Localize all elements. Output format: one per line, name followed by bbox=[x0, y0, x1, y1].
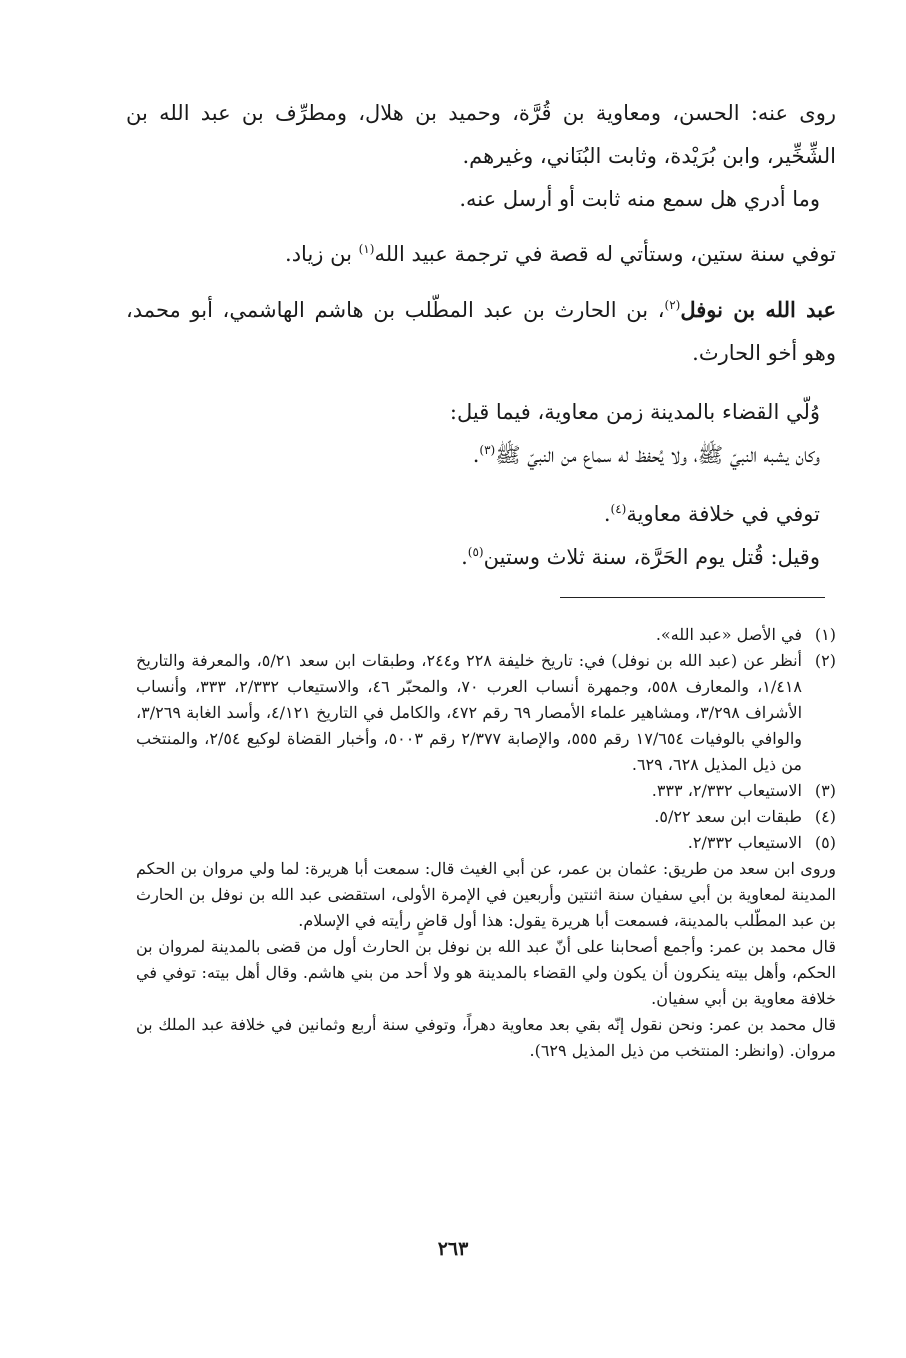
footnote-3 bbox=[136, 778, 836, 804]
footnote-text: في الأصل «عبد الله». bbox=[655, 625, 802, 644]
entry-name: عبد الله بن نوفل bbox=[680, 297, 836, 322]
footnote-number: (٤) bbox=[814, 807, 836, 826]
paragraph-harra: وقيل: قُتل يوم الحَرَّة، سنة ثلاث وستين$^{(٥)}$. bbox=[461, 545, 820, 569]
paragraph-death-2: توفي في خلافة معاوية$^{(٤)}$. bbox=[603, 502, 820, 526]
footnote-2 bbox=[136, 648, 836, 778]
footnote-marker: (٣) bbox=[479, 443, 496, 457]
footnote-number: (٥) bbox=[814, 833, 836, 852]
footnote-5 bbox=[136, 830, 836, 856]
footnote-number: (١) bbox=[814, 625, 836, 644]
footnote-1 bbox=[136, 622, 836, 648]
main-text bbox=[126, 92, 836, 579]
paragraph-doubt: وما أدري هل سمع منه ثابت أو أرسل عنه. bbox=[459, 187, 820, 211]
paragraph-judiciary: وُلّي القضاء بالمدينة زمن معاوية، فيما قيل: bbox=[449, 400, 820, 424]
footnote-number: (٢) bbox=[814, 651, 836, 670]
footnote-continuation: قال محمد بن عمر: وأجمع أصحابنا على أنّ عبد الله بن نوفل بن الحارث أول من قضى بالمدينة لمروان بن الحكم، وأهل بيته ينكرون أن يكون ولي القضاء بالمدينة هو ولا أحد من بني هاشم. وقال أهل بيته: توفي في خلافة معاوية بن أبي سفيان. bbox=[136, 937, 836, 1008]
footnote-marker: (١) bbox=[358, 242, 375, 256]
paragraph-death-1: توفي سنة ستين، وستأتي له قصة في ترجمة عبيد الله$^{(١)}$ بن زياد. bbox=[285, 242, 836, 266]
footnote-text: أنظر عن (عبد الله بن نوفل) في: تاريخ خليفة ٢٢٨ و٢٤٤، وطبقات ابن سعد ٥/٢١، والمعرفة والتاريخ ١/٤١٨، والمعارف ٥٥٨، وجمهرة أنساب العرب ٧٠، والمحبّر ٤٦، والاستيعاب ٢/٣٣٢، ٣٣٣، وأنساب الأشراف ٣/٢٩٨، ومشاهير علماء الأمصار ٦٩ رقم ٤٧٢، والكامل في التاريخ ٤/١٢١، وأسد الغابة ٣/٢٦٩، والوافي بالوفيات ١٧/٦٥٤ رقم ٥٥٥، والإصابة ٢/٣٧٧ رقم ٥٠٠٣، وأخبار القضاة لوكيع ٢/٥٤، والمنتخب من ذيل المذيل ٦٢٨، ٦٢٩. bbox=[136, 651, 803, 774]
footnote-continuation: وروى ابن سعد من طريق: عثمان بن عمر، عن أبي الغيث قال: سمعت أبا هريرة: لما ولي مروان بن الحكم المدينة لمعاوية بن أبي سفيان سنة اثنتين وأربعين في الإمرة الأولى، استقضى عبد الله بن نوفل بن الحارث بن عبد المطّلب بالمدينة، فسمعت أبا هريرة يقول: هذا أول قاضٍ رأيته في الإسلام. bbox=[136, 859, 836, 930]
footnote-text: الاستيعاب ٢/٣٣٢، ٣٣٣. bbox=[651, 781, 802, 800]
footnote-marker: (٢) bbox=[664, 298, 681, 312]
footnote-number: (٣) bbox=[814, 781, 836, 800]
page-number: ٢٦٣ bbox=[437, 1238, 469, 1260]
paragraph-resemblance: وكان يشبه النبيّ ﷺ، ولا يُحفظ له سماع من النبيّ ﷺ$^{(٣)}$. bbox=[472, 443, 820, 467]
footnote-marker: (٥) bbox=[467, 545, 484, 559]
footnotes bbox=[136, 622, 836, 1064]
footnote-4 bbox=[136, 804, 836, 830]
paragraph-entry-heading: عبد الله بن نوفل$^{(٢)}$، بن الحارث بن عبد المطّلب بن هاشم الهاشمي، أبو محمد، وهو أخو الحارث. bbox=[126, 297, 836, 365]
paragraph-narrators: روى عنه: الحسن، ومعاوية بن قُرَّة، وحميد بن هلال، ومطرِّف بن عبد الله بن الشِّخِّير، وابن بُرَيْدة، وثابت البُنَاني، وغيرهم. bbox=[126, 101, 836, 168]
footnote-text: طبقات ابن سعد ٥/٢٢. bbox=[654, 807, 802, 826]
footnote-continuation: قال محمد بن عمر: ونحن نقول إنّه بقي بعد معاوية دهراً، وتوفي سنة أربع وثمانين في خلافة عبد الملك بن مروان. (وانظر: المنتخب من ذيل المذيل ٦٢٩). bbox=[136, 1015, 836, 1060]
footnote-marker: (٤) bbox=[610, 502, 627, 516]
footnote-divider bbox=[560, 597, 825, 598]
footnote-text: الاستيعاب ٢/٣٣٢. bbox=[687, 833, 802, 852]
